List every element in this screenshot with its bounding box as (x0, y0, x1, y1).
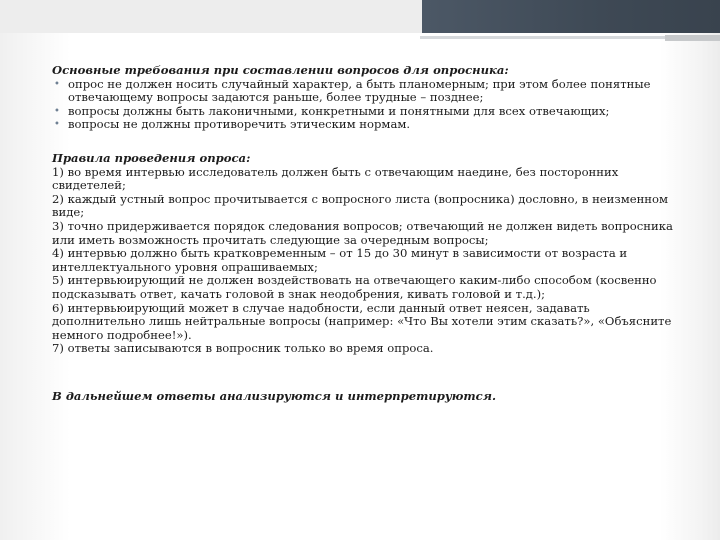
requirements-heading: Основные требования при составлении вопросов для опросника: (52, 63, 509, 77)
bullet-icon: • (54, 105, 60, 117)
rules-item: 6) интервьюирующий может в случае надобности, если данный ответ неясен, задавать дополнительно лишь нейтральные вопросы (например: «Что Вы хотели этим сказать?», «Объясните немного подробнее!»). (52, 300, 672, 342)
requirements-item-text: опрос не должен носить случайный характер, а быть планомерным; при этом более понятные отвечающему вопросы задаются раньше, более трудные – позднее; (68, 76, 651, 105)
rules-item: 5) интервьюирующий не должен воздействовать на отвечающего каким-либо способом (косвенно подсказывать ответ, качать головой в знак неодобрения, кивать головой и т.д.); (52, 273, 657, 301)
rules-list (52, 166, 682, 356)
header-divider-accent (665, 35, 720, 41)
rules-heading: Правила проведения опроса: (52, 150, 251, 165)
rules-item: 2) каждый устный вопрос прочитывается с вопросного листа (вопросника) дословно, в неизменном виде; (52, 191, 669, 220)
header-divider-line (420, 36, 665, 39)
requirements-item (52, 78, 682, 105)
rules-item: 4) интервью должно быть кратковременным – от 15 до 30 минут в зависимости от возраста и интеллектуального уровня опрашиваемых; (52, 246, 628, 274)
requirements-item (52, 118, 682, 132)
rules-item: 3) точно придерживается порядок следования вопросов; отвечающий не должен видеть вопросника или иметь возможность прочитать следующие за очередным вопросы; (52, 218, 673, 247)
requirements-item-text: вопросы должны быть лаконичными, конкретными и понятными для всех отвечающих; (68, 103, 610, 118)
bullet-icon: • (54, 119, 60, 131)
requirements-item (52, 105, 682, 119)
bullet-icon: • (54, 78, 60, 90)
rules-item: 1) во время интервью исследователь должен быть с отвечающим наедине, без посторонних свидетелей; (52, 164, 619, 193)
slide-body (52, 64, 682, 403)
rules-item: 7) ответы записываются в вопросник только во время опроса. (52, 341, 434, 356)
header-accent-block (422, 0, 720, 33)
requirements-list (52, 78, 682, 132)
conclusion-text: В дальнейшем ответы анализируются и интерпретируются. (52, 388, 497, 403)
requirements-item-text: вопросы не должны противоречить этическим нормам. (68, 117, 411, 132)
